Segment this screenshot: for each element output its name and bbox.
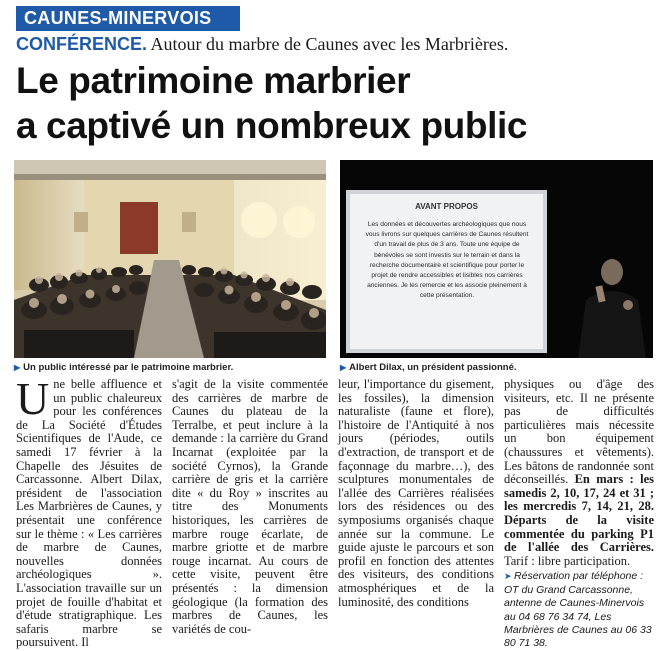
reservation-info — [504, 570, 654, 650]
column-1-text: ne belle affluence et un public chaleureux pour les conférences de La Société d'Études Scientifiques de l'Aude, ce samedi 17 février à la Chapelle des Jésuites de Carcassonne. Albert Dilax, président de l'association Les Marbrières de Caunes, y présentait une conférence sur le thème : « Les carrières de marbre de Caunes, nouvelles données archéologiques ». L'association travaille sur un projet de fouille d'habitat et d'étude stratigraphique. Les safaris marbre se poursuivent. Il — [16, 377, 162, 650]
dropcap: U — [16, 373, 50, 424]
caption-triangle-icon: ▶ — [14, 363, 21, 372]
arrow-icon: ➤ — [504, 571, 515, 582]
left-caption-text: Un public intéressé par le patrimoine marbrier. — [23, 362, 234, 373]
projected-slide — [350, 194, 543, 349]
article-column-2: s'agit de la visite commentée des carrières de marbre de Caunes du plateau de la Terralbe, et peut inclure à la demande : la carrière du Grand Incarnat (exploitée par la société Cyrnos), la Grande carrière de gris et la carrière dite « du Roy » inscrites au titre des Monuments historiques, les carrières de marbre rouge écarlate, de marbre griotte et de marbre rouge incarnat. Au cours de cette visite, peuvent être présentés : la dimension géologique (la formation des marbres de Caunes, les variétés de cou- — [172, 377, 328, 636]
headline — [16, 58, 656, 148]
headline-line-1: Le patrimoine marbrier — [16, 60, 411, 101]
right-caption-text: Albert Dilax, un président passionné. — [349, 362, 517, 373]
column-4-text: physiques ou d'âge des visiteurs, etc. Il ne présente pas de difficultés particulières mais nécessite un bon équipement (chaussures et vêtements). Les bâtons de randonnée sont déconseillés. — [504, 377, 654, 487]
schedule-text: En mars : les samedis 2, 10, 17, 24 et 31 ; les mercredis 7, 14, 21, 28. Départs de la visite commentée du parking P1 de l'allée des Carrières. — [504, 472, 654, 555]
caption-triangle-icon: ▶ — [340, 363, 347, 372]
audience-photo — [14, 160, 326, 358]
headline-line-2: a captivé un nombreux public — [16, 105, 528, 146]
section-kicker: CAUNES-MINERVOIS — [16, 6, 240, 31]
reservation-text: Réservation par téléphone : OT du Grand Carcassonne, antenne de Caunes-Minervois au 04 68 76 34 74, Les Marbrières de Caunes au 06 33 80 71 38. — [504, 570, 652, 650]
tarif-text: Tarif : libre participation. — [504, 553, 631, 568]
deck-line — [16, 32, 656, 56]
speaker-photo — [340, 160, 653, 358]
deck-text: Autour du marbre de Caunes avec les Marbrières. — [147, 34, 509, 54]
slide-title: AVANT PROPOS — [415, 202, 478, 211]
article-column-4 — [504, 378, 654, 651]
right-photo-caption — [340, 361, 517, 374]
article-column-1 — [16, 373, 162, 650]
article-column-3: leur, l'importance du gisement, les fossiles), la dimension naturaliste (faune et flore), l'histoire de l'Antiquité à nos jours (périodes, outils d'extraction, de transport et de façonnage du marbre…), des sculptures monumentales de l'allée des Carrières réalisées lors des résidences ou des symposiums organisés chaque année sur la commune. Le guide ajuste le parcours et son profil en fonction des attentes des visiteurs, des conditions atmosphériques et de la luminosité, des conditions — [338, 377, 494, 609]
deck-lead: CONFÉRENCE. — [16, 34, 148, 54]
slide-text: Les données et découvertes archéologiques que nous vous livrons sur quelques carrières de Caunes résultent d'un travail de plus de 3 ans. Toute une équipe de bénévoles se sont investis sur le terrain et dans la recherche documentaire et scientifique pour porter le projet de rendre accessibles et lisibles nos carrières anciennes. Je les remercie et les associe pleinement à cette présentation. — [365, 221, 529, 300]
audience-illustration — [14, 160, 326, 358]
